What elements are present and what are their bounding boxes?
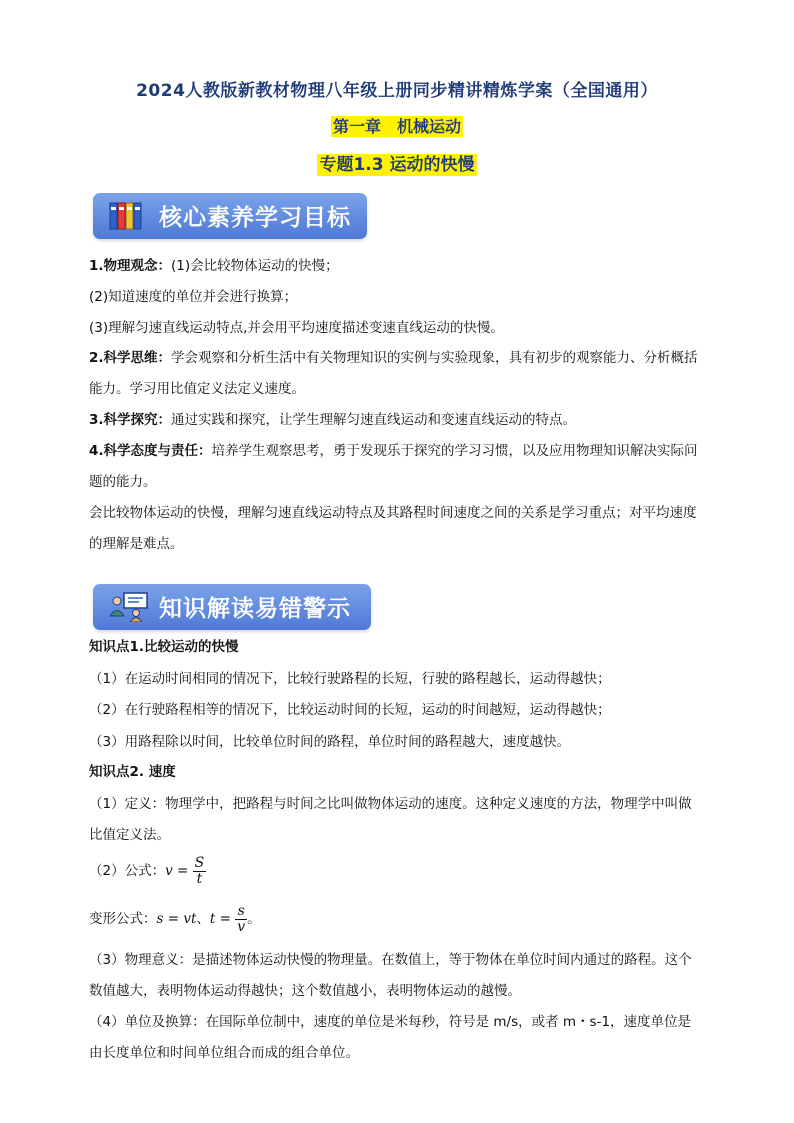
- goal-summary: 会比较物体运动的快慢，理解匀速直线运动特点及其路程时间速度之间的关系是学习重点；对平均速度的理解是难点。: [89, 505, 697, 552]
- goal-item-1-sub2: (2)知道速度的单位并会进行换算；: [89, 289, 298, 305]
- people-board-icon: [109, 592, 149, 622]
- books-icon: [109, 201, 149, 231]
- goal-item-3-text: 通过实践和探究，让学生理解匀速直线运动和变速直线运动的特点。: [171, 412, 577, 428]
- variant-eq-1: s = vt: [156, 911, 197, 927]
- topic-text: 专题1.3 运动的快慢: [319, 155, 475, 175]
- goal-item-1-label: 1.物理观念：: [89, 258, 172, 274]
- kp2-meaning: （3）物理意义：是描述物体运动快慢的物理量。在数值上，等于物体在单位时间内通过的路程。这个数值越大，表明物体运动得越快；这个数值越小，表明物体运动的越慢。: [89, 952, 692, 999]
- goal-item-4: [89, 436, 704, 498]
- kp1-item-1: （1）在运动时间相同的情况下，比较行驶路程的长短，行驶的路程越长，运动得越快；: [89, 671, 611, 687]
- variant-separator: 、: [196, 911, 210, 927]
- goal-item-3: [89, 405, 704, 436]
- kp2-formula: [89, 854, 704, 888]
- variant-label: 变形公式：: [89, 911, 157, 927]
- kp2-definition: （1）定义：物理学中，把路程与时间之比叫做物体运动的速度。这种定义速度的方法，物理学中叫做比值定义法。: [89, 796, 692, 843]
- kp2-title: 知识点2. 速度: [89, 764, 176, 780]
- variant-lhs-2: t =: [209, 911, 231, 927]
- formula-numerator: S: [194, 854, 205, 871]
- goal-item-1-text: (1)会比较物体运动的快慢；: [171, 258, 339, 274]
- formula-denominator: t: [196, 870, 203, 887]
- goal-item-4-label: 4.科学态度与责任：: [89, 443, 212, 459]
- goal-item-2-label: 2.科学思维：: [89, 350, 172, 366]
- variant-denominator: v: [237, 918, 246, 935]
- kp1-item-3: （3）用路程除以时间，比较单位时间的路程，单位时间的路程越大，速度越快。: [89, 734, 571, 750]
- variant-end: 。: [247, 911, 261, 927]
- kp2-unit: （4）单位及换算：在国际单位制中，速度的单位是米每秒，符号是 m/s，或者 m・s-1，速度单位是由长度单位和时间单位组合而成的组合单位。: [89, 1014, 692, 1061]
- goal-item-1: [89, 251, 704, 282]
- kp1-item-2: （2）在行驶路程相等的情况下，比较运动时间的长短，运动的时间越短，运动得越快；: [89, 702, 611, 718]
- goal-item-3-label: 3.科学探究：: [89, 412, 172, 428]
- chapter-heading: [0, 114, 794, 137]
- topic-heading: [0, 150, 794, 175]
- goal-item-2-text: 学会观察和分析生活中有关物理知识的实例与实验现象，具有初步的观察能力、分析概括能力。学习用比值定义法定义速度。: [89, 350, 698, 397]
- goal-item-1-sub3: (3)理解匀速直线运动特点,并会用平均速度描述变速直线运动的快慢。: [89, 320, 504, 336]
- kp2-variant-formula: [89, 902, 704, 936]
- section-banner-knowledge: [93, 584, 371, 630]
- variant-numerator: s: [235, 904, 247, 920]
- goal-item-4-text: 培养学生观察思考，勇于发现乐于探究的学习习惯，以及应用物理知识解决实际问题的能力。: [89, 443, 698, 490]
- section-banner-knowledge-label: 知识解读易错警示: [159, 596, 351, 622]
- section-banner-goals-label: 核心素养学习目标: [159, 205, 351, 231]
- kp1-title: 知识点1.比较运动的快慢: [89, 639, 239, 655]
- document-title: 2024人教版新教材物理八年级上册同步精讲精炼学案（全国通用）: [136, 81, 658, 101]
- variant-fraction: [235, 904, 247, 935]
- formula-fraction: [193, 856, 207, 887]
- formula-lhs: v =: [165, 863, 189, 879]
- chapter-text: 第一章 机械运动: [332, 117, 461, 136]
- section-banner-goals: [93, 193, 367, 239]
- formula-label: （2）公式：: [89, 863, 166, 879]
- goal-item-2: [89, 343, 704, 405]
